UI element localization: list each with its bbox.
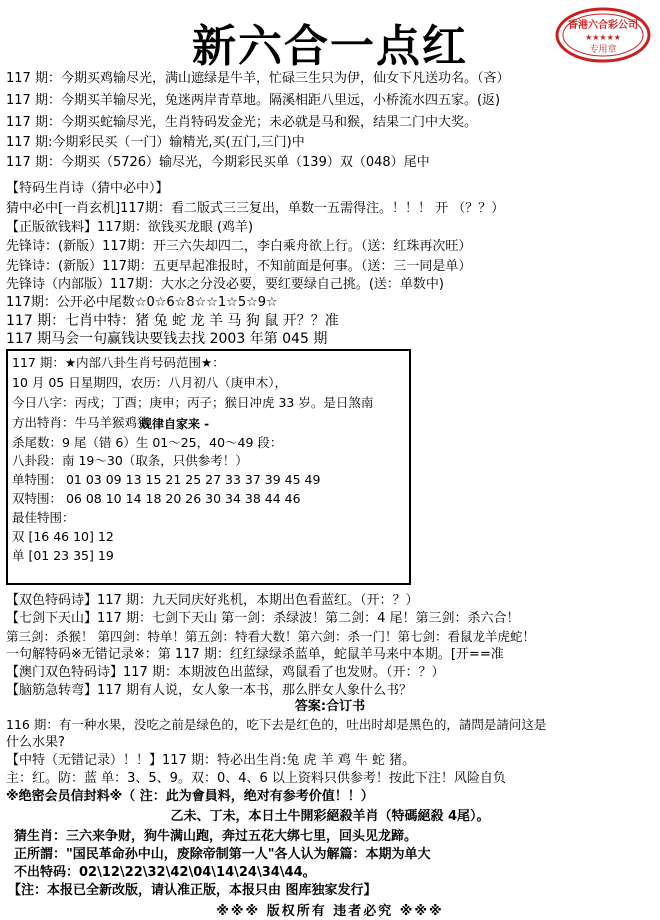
text-line: 什么水果? xyxy=(6,735,65,750)
box-line: 10 月 05 日星期四，农历：八月初八（庚申木）， xyxy=(12,375,287,390)
text-line: 117 期：今期买羊输尽光，兔迷两岸青草地。隔溪相距八里远，小桥流水四五家。(返) xyxy=(6,93,501,108)
box-line: 今日八字：丙戌；丁酉；庚申；丙子；猴日冲虎 33 岁。是日煞南 xyxy=(12,395,374,410)
text-line: 117 期：今期买蛇输尽光，生肖特码发金光；未必就是马和猴，结果二门中大奖。 xyxy=(6,115,477,130)
copyright-footer: ※※※ 版权所有 违者必究 ※※※ xyxy=(216,904,444,919)
svg-text:专用章: 专用章 xyxy=(589,45,617,55)
box-line: 方出特肖：牛马羊猴鸡猪 xyxy=(12,415,150,430)
section-heading: 【特码生肖诗（猜中必中）】 xyxy=(6,181,169,196)
text-line: 【七剑下天山】117 期：七剑下天山 第一剑：杀绿波！第二剑：4 尾！第三剑：杀六合！ xyxy=(6,611,520,626)
text-line: 先锋诗（内部版）117期：大水之分没必要，要红要绿自己挑。(送：单数中) xyxy=(6,277,444,292)
text-line: 117期：公开必中尾数☆0☆6☆8☆☆1☆5☆9☆ xyxy=(6,295,278,310)
text-line: 【中特（无错记录）！！】117 期：特必出生肖:兔 虎 羊 鸡 牛 蛇 猪。 xyxy=(6,753,416,768)
text-line: 【正版欲钱料】117期：欲钱买龙眼 (鸡羊) xyxy=(6,220,254,235)
text-line: 【澳门双色特码诗】117 期：本期波色出蓝绿，鸡鼠看了也发财。（开：？） xyxy=(6,665,445,680)
text-line: 正所謂："国民革命孙中山，废除帝制第一人"各人认为解篇：本期为单大 xyxy=(14,847,431,862)
box-line: 八卦段：南 19～30（取条，只供参考！） xyxy=(12,453,248,468)
box-line: 双 [16 46 10] 12 xyxy=(12,529,114,544)
text-line: 117 期：今期买（5726）输尽光，今期彩民买单（139）双（048）尾中 xyxy=(6,155,430,170)
box-overlay-text: 规律自家来 - xyxy=(140,417,210,431)
text-line: 不出特码：02\12\22\32\42\04\14\24\34\44。 xyxy=(14,865,316,880)
text-line: 一句解特码※无错记录※：第 117 期：红红绿绿杀蓝单，蛇鼠羊马来中本期。[开==准 xyxy=(6,647,504,662)
text-line: 【双色特码诗】117 期：九天同庆好兆机，本期出色看蓝红。（开：？） xyxy=(6,593,419,608)
svg-text:香港六合彩公司: 香港六合彩公司 xyxy=(568,20,638,31)
answer-line: 答案:合订书 xyxy=(294,699,366,714)
text-line: 116 期：有一种水果，没吃之前是绿色的，吃下去是红色的，吐出时却是黑色的，請問是請问这是 xyxy=(6,717,547,732)
text-line: 117 期:今期彩民买（一门）输精光,买(五门,三门)中 xyxy=(6,135,305,150)
official-seal-icon xyxy=(553,6,653,64)
text-line: 猜中必中[一肖玄机]117期：看二版式三三复出，单数一五需得注。！！！ 开 （？？） xyxy=(6,201,505,216)
info-box xyxy=(6,349,411,585)
center-line: 乙未、丁未，本日土牛開彩絕殺羊肖（特碼絕殺 4尾）。 xyxy=(170,809,490,824)
box-line: 单 [01 23 35] 19 xyxy=(12,548,114,563)
box-line: 最佳特围： xyxy=(12,510,75,525)
text-line: 主：红。防：蓝 单：3、5、9。双：0、4、6 以上资料只供参考！按此下注！风险自负 xyxy=(6,771,506,786)
svg-text:★★★★★: ★★★★★ xyxy=(585,33,621,42)
text-line: 先锋诗：(新版）117期：开三六失却四二，李白乘舟欲上行。（送：红珠再次旺） xyxy=(6,239,472,254)
box-line: 单特围： 01 03 09 13 15 21 25 27 33 37 39 45 49 xyxy=(12,472,321,487)
text-line: 117 期：今期买鸡输尽光，满山遮绿是牛羊，忙碌三生只为伊，仙女下凡送功名。（吝） xyxy=(6,71,510,86)
text-line: ※绝密会员信封料※（ 注：此为會員料，绝对有参考价值！！） xyxy=(6,789,374,804)
box-line: 杀尾数：9 尾（错 6）生 01～25，40～49 段： xyxy=(12,435,283,450)
text-line: 先锋诗：(新版）117期：五更早起准报时，不知前面是何事。（送：三一同是单） xyxy=(6,259,472,274)
text-line: 【脑筋急转弯】117 期有人说，女人象一本书，那么胖女人象什么书？ xyxy=(6,683,412,698)
text-line: 猜生肖：三六来争财，狗牛满山跑，奔过五花大绑七里，回头见龙蹄。 xyxy=(14,829,418,844)
text-line: 117 期马会一句赢钱诀要钱去找 2003 年第 045 期 xyxy=(6,331,328,347)
page-title: 新六合一点红 xyxy=(192,21,468,72)
text-line: 【注：本报已全新改版，请认准正版，本报只由 图库独家发行】 xyxy=(8,883,377,898)
box-line: 117 期：★内部八卦生肖号码范围★： xyxy=(12,355,225,370)
text-line: 第三剑：杀猴！ 第四剑：特单！第五剑：特看大数！第六剑：杀一门！第七剑：看鼠龙羊虎蛇！ xyxy=(6,629,535,644)
text-line: 117 期：七肖中特：猪 兔 蛇 龙 羊 马 狗 鼠 开？？准 xyxy=(6,313,339,329)
box-line: 双特围： 06 08 10 14 18 20 26 30 34 38 44 46 xyxy=(12,491,301,506)
